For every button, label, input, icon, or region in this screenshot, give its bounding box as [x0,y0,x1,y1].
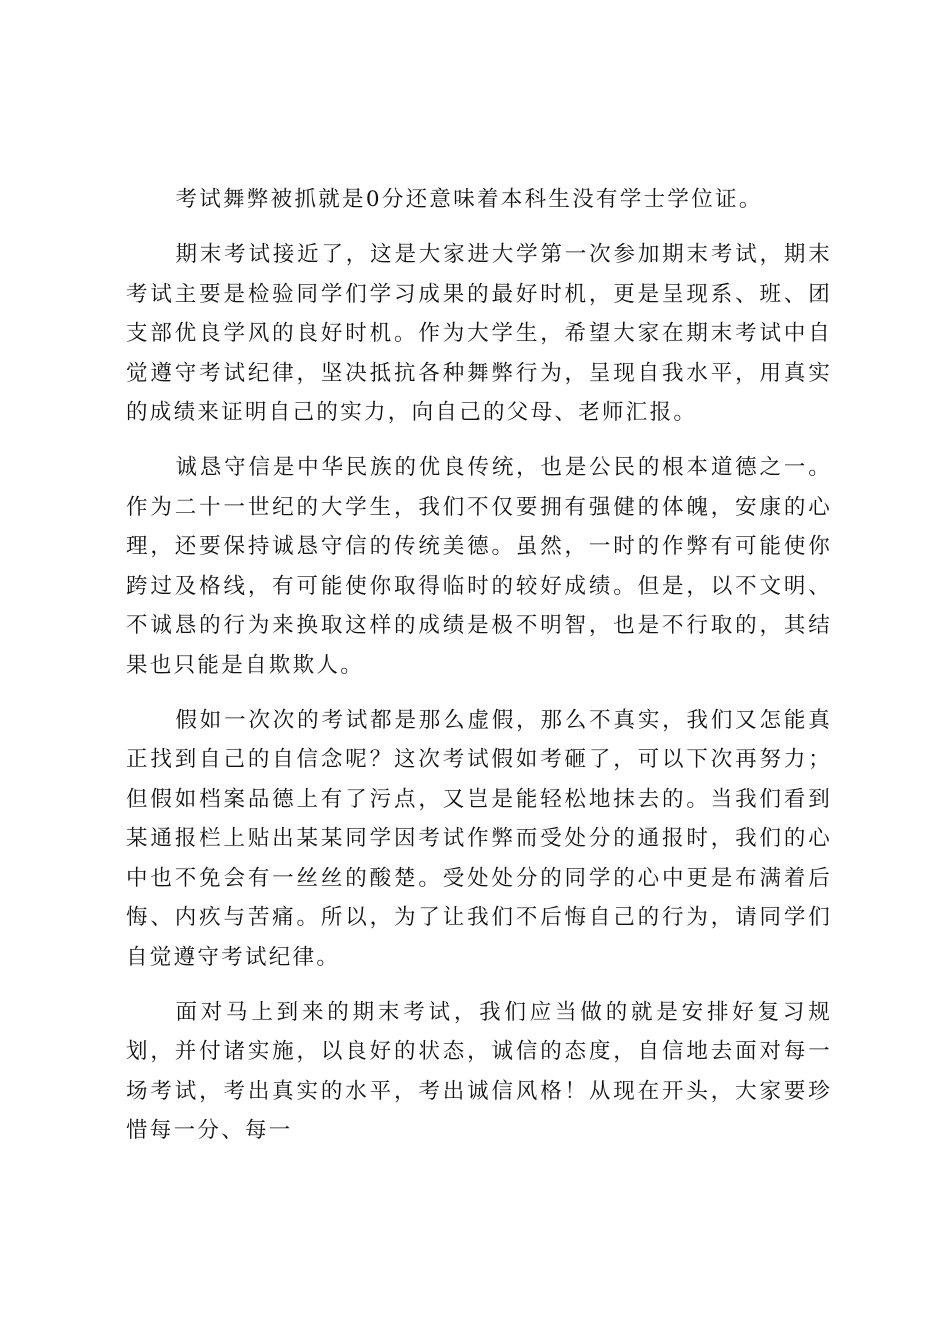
paragraph-1: 考试舞弊被抓就是0分还意味着本科生没有学士学位证。 [175,187,763,212]
paragraph-4: 假如一次次的考试都是那么虚假，那么不真实，我们又怎能真正找到自己的自信念呢？这次考试假如考砸了，可以下次再努力；但假如档案品德上有了污点，又岂是能轻松地抹去的。当我们看到某通报栏上贴出某某同学因考试作弊而受处分的通报时，我们的心中也不免会有一丝丝的酸楚。受处处分的同学的心中更是布满着后悔、内疚与苦痛。所以，为了让我们不后悔自己的行为，请同学们自觉遵守考试纪律。 [126,707,832,970]
paragraph-5: 面对马上到来的期末考试，我们应当做的就是安排好复习规划，并付诸实施，以良好的状态，诚信的态度，自信地去面对每一场考试，考出真实的水平，考出诚信风格！从现在开头，大家要珍惜每一分、每一 [126,999,832,1143]
document-body [126,180,832,1166]
paragraph-3: 诚恳守信是中华民族的优良传统，也是公民的根本道德之一。作为二十一世纪的大学生，我们不仅要拥有强健的体魄，安康的心理，还要保持诚恳守信的传统美德。虽然，一时的作弊有可能使你跨过及格线，有可能使你取得临时的较好成绩。但是，以不文明、不诚恳的行为来换取这样的成绩是极不明智，也是不行取的，其结果也只能是自欺欺人。 [126,455,832,678]
paragraph-2: 期末考试接近了，这是大家进大学第一次参加期末考试，期末考试主要是检验同学们学习成果的最好时机，更是呈现系、班、团支部优良学风的良好时机。作为大学生，希望大家在期末考试中自觉遵守考试纪律，坚决抵抗各种舞弊行为，呈现自我水平，用真实的成绩来证明自己的实力，向自己的父母、老师汇报。 [126,242,832,425]
